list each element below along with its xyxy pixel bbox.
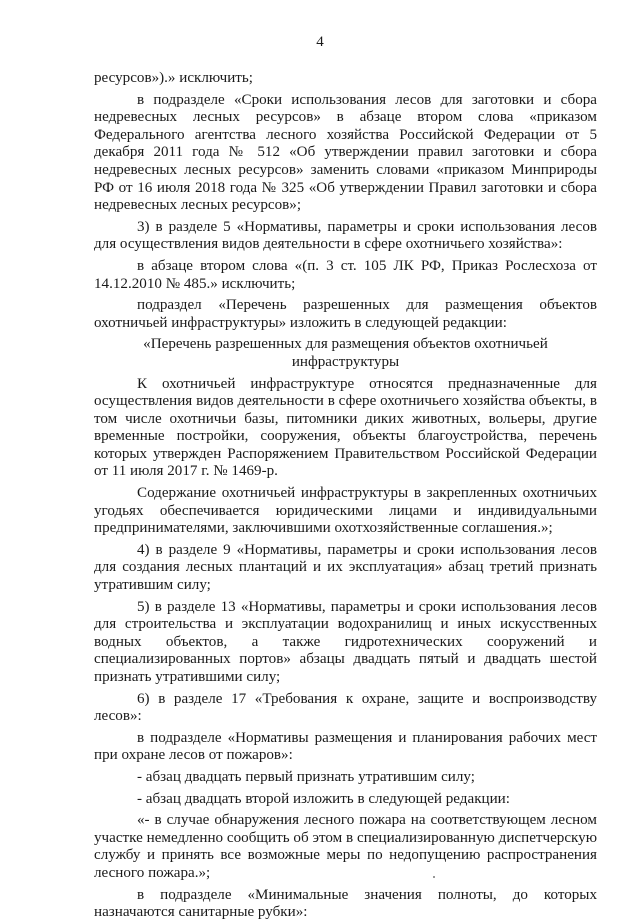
paragraph: в подразделе «Минимальные значения полноты, до которых назначаются санитарные рубки»: (94, 886, 597, 921)
paragraph: К охотничьей инфраструктуре относятся предназначенные для осуществления видов деятельности в сфере охотничьего хозяйства объекты, в том числе охотничьи базы, питомники диких животных, вольеры, другие временные постройки, сооружения, объекты благоустройства, перечень которых утвержден Распоряжением Правительством Российской Федерации от 11 июля 2017 г. № 1469-р. (94, 375, 597, 480)
paragraph: в подразделе «Сроки использования лесов для заготовки и сбора недревесных лесных ресурсов» в абзаце втором слова «приказом Федерального агентства лесного хозяйства Российской Федерации от 5 декабря 2011 года № 512 «Об утверждении правил заготовки и сбора недревесных лесных ресурсов» заменить словами «приказом Минприроды РФ от 16 июля 2018 года № 325 «Об утверждении Правил заготовки и сбора недревесных лесных ресурсов»; (94, 91, 597, 214)
paragraph: 5) в разделе 13 «Нормативы, параметры и сроки использования лесов для строительства и эксплуатации водохранилищ и иных искусственных водных объектов, а также гидротехнических сооружений и специализированных портов» абзацы двадцать пятый и двадцать шестой признать утратившими силу; (94, 598, 597, 685)
list-item: - абзац двадцать второй изложить в следующей редакции: (137, 790, 510, 807)
paragraph: 4) в разделе 9 «Нормативы, параметры и сроки использования лесов для создания лесных плантаций и их эксплуатация» абзац третий признать утратившим силу; (94, 541, 597, 594)
list-item: - абзац двадцать первый признать утратившим силу; (137, 768, 475, 785)
section-heading: «Перечень разрешенных для размещения объектов охотничьей инфраструктуры (143, 336, 548, 370)
paragraph: 3) в разделе 5 «Нормативы, параметры и сроки использования лесов для осуществления видов деятельности в сфере охотничьего хозяйства»: (94, 218, 597, 253)
paragraph: Содержание охотничьей инфраструктуры в закрепленных охотничьих угодьях обеспечивается юридическими лицами и индивидуальными предпринимателями, заключившими охотхозяйственные соглашения.»; (94, 485, 597, 537)
paragraph: ресурсов»).» исключить; (94, 70, 253, 86)
paragraph: в абзаце втором слова «(п. 3 ст. 105 ЛК РФ, Приказ Рослесхоза от 14.12.2010 № 485.» исключить; (94, 257, 597, 292)
document-body (94, 70, 597, 922)
paragraph: в подразделе «Нормативы размещения и планирования рабочих мест при охране лесов от пожаров»: (94, 729, 597, 764)
paragraph: подраздел «Перечень разрешенных для размещения объектов охотничьей инфраструктуры» изложить в следующей редакции: (94, 297, 597, 331)
paragraph: 6) в разделе 17 «Требования к охране, защите и воспроизводству лесов»: (94, 690, 597, 725)
page-number: 4 (316, 34, 324, 50)
quoted-paragraph: «- в случае обнаружения лесного пожара на соответствующем лесном участке немедленно сообщить об этом в специализированную диспетчерскую службу и принять все возможные меры по недопущению распространения лесного пожара.»; (94, 812, 597, 881)
scan-speck (433, 876, 435, 878)
